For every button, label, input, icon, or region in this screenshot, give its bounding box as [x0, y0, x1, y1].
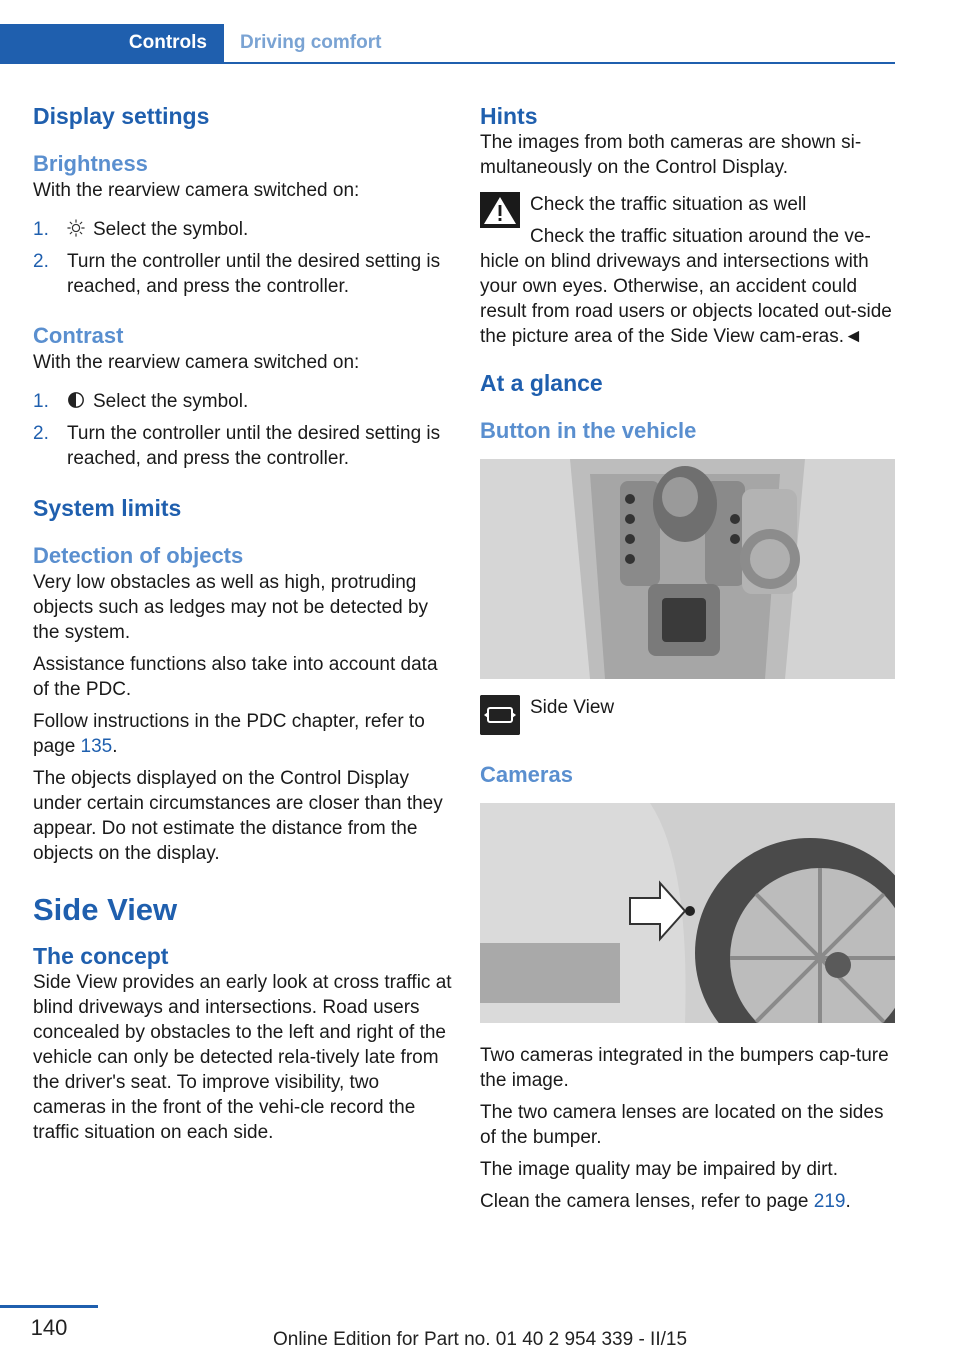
heading-system-limits: System limits: [33, 495, 182, 521]
page-header: [0, 24, 895, 64]
page-number: 140: [30, 1315, 68, 1340]
left-column: [33, 102, 453, 1145]
list-item: [33, 389, 453, 414]
detection-p3-end: .: [112, 736, 118, 757]
detection-p4: The objects displayed on the Control Display under certain circumstances are closer than they appear. Do not estimate the distance from the objects on the display.: [33, 768, 443, 864]
step-text: Turn the controller until the desired setting is reached, and press the controller.: [67, 251, 441, 297]
tab-driving-comfort[interactable]: Driving comfort: [240, 32, 382, 53]
heading-button-in-vehicle: Button in the vehicle: [480, 418, 697, 443]
contrast-steps: [33, 389, 453, 471]
tab-controls[interactable]: Controls: [0, 24, 224, 62]
warning-line: Check the traffic situation around the ve-: [530, 226, 871, 247]
step-number: 1.: [33, 391, 49, 412]
heading-concept: The concept: [33, 943, 169, 969]
heading-contrast: Contrast: [33, 323, 124, 348]
heading-side-view: Side View: [33, 892, 178, 927]
side-view-label: Side View: [530, 697, 615, 718]
step-number: 2.: [33, 251, 49, 272]
contrast-intro: With the rearview camera switched on:: [33, 352, 360, 373]
brightness-intro: With the rearview camera switched on:: [33, 180, 360, 201]
warning-text: hicle on blind driveways and intersections with your own eyes. Otherwise, an accident could result from road users or objects located out-side the picture area of the Side View cam-eras.◄: [480, 251, 892, 347]
heading-detection: Detection of objects: [33, 543, 244, 568]
warning-title: Check the traffic situation as well: [530, 194, 807, 215]
warning-icon: [480, 192, 520, 228]
right-column: [480, 102, 895, 1214]
detection-p1: Very low obstacles as well as high, protruding objects such as ledges may not be detected by the system.: [33, 572, 429, 643]
heading-at-a-glance: At a glance: [480, 370, 603, 396]
step-text: Select the symbol.: [93, 391, 249, 412]
concept-text: Side View provides an early look at cross traffic at blind driveways and intersections. Road users concealed by obstacles to the left and right of the vehicle can only be detected rela-tively late from the driver's seat. To improve visibility, two cameras in the front of the vehi-cle record the traffic situation on each side.: [33, 972, 452, 1143]
page-link-219[interactable]: 219: [813, 1191, 846, 1212]
contrast-icon: [67, 391, 85, 409]
step-number: 1.: [33, 219, 49, 240]
heading-brightness: Brightness: [33, 151, 148, 176]
page-link-135[interactable]: 135: [80, 736, 113, 757]
cameras-p2: The two camera lenses are located on the sides of the bumper.: [480, 1102, 884, 1148]
detection-p2: Assistance functions also take into account data of the PDC.: [33, 654, 438, 700]
list-item: [33, 249, 453, 299]
heading-display-settings: Display settings: [33, 103, 210, 129]
sideview-row: [480, 695, 895, 741]
detection-p3-text: Follow instructions in the PDC chapter, refer to page: [33, 711, 425, 757]
center-console-image: [480, 459, 895, 679]
list-item: [33, 421, 453, 471]
hints-text: The images from both cameras are shown si-multaneously on the Control Display.: [480, 132, 862, 178]
heading-cameras: Cameras: [480, 762, 573, 787]
brightness-icon: [67, 219, 85, 237]
cameras-p3: The image quality may be impaired by dirt.: [480, 1159, 838, 1180]
edition-line: Online Edition for Part no. 01 40 2 954 339 - II/15: [272, 1329, 688, 1350]
bumper-camera-image: [480, 803, 895, 1023]
step-text: Select the symbol.: [93, 219, 249, 240]
step-text: Turn the controller until the desired setting is reached, and press the controller.: [67, 423, 441, 469]
side-view-button-icon: [480, 695, 520, 735]
detection-p3: [33, 709, 453, 759]
brightness-steps: [33, 217, 453, 299]
cameras-p1: Two cameras integrated in the bumpers cap-ture the image.: [480, 1045, 889, 1091]
cameras-p4: [480, 1189, 895, 1214]
warning-block: [480, 192, 895, 349]
step-number: 2.: [33, 423, 49, 444]
cameras-p4-end: .: [845, 1191, 851, 1212]
cameras-p4-text: Clean the camera lenses, refer to page: [480, 1191, 814, 1212]
footer-rule: [0, 1305, 98, 1308]
heading-hints: Hints: [480, 103, 538, 129]
list-item: [33, 217, 453, 242]
